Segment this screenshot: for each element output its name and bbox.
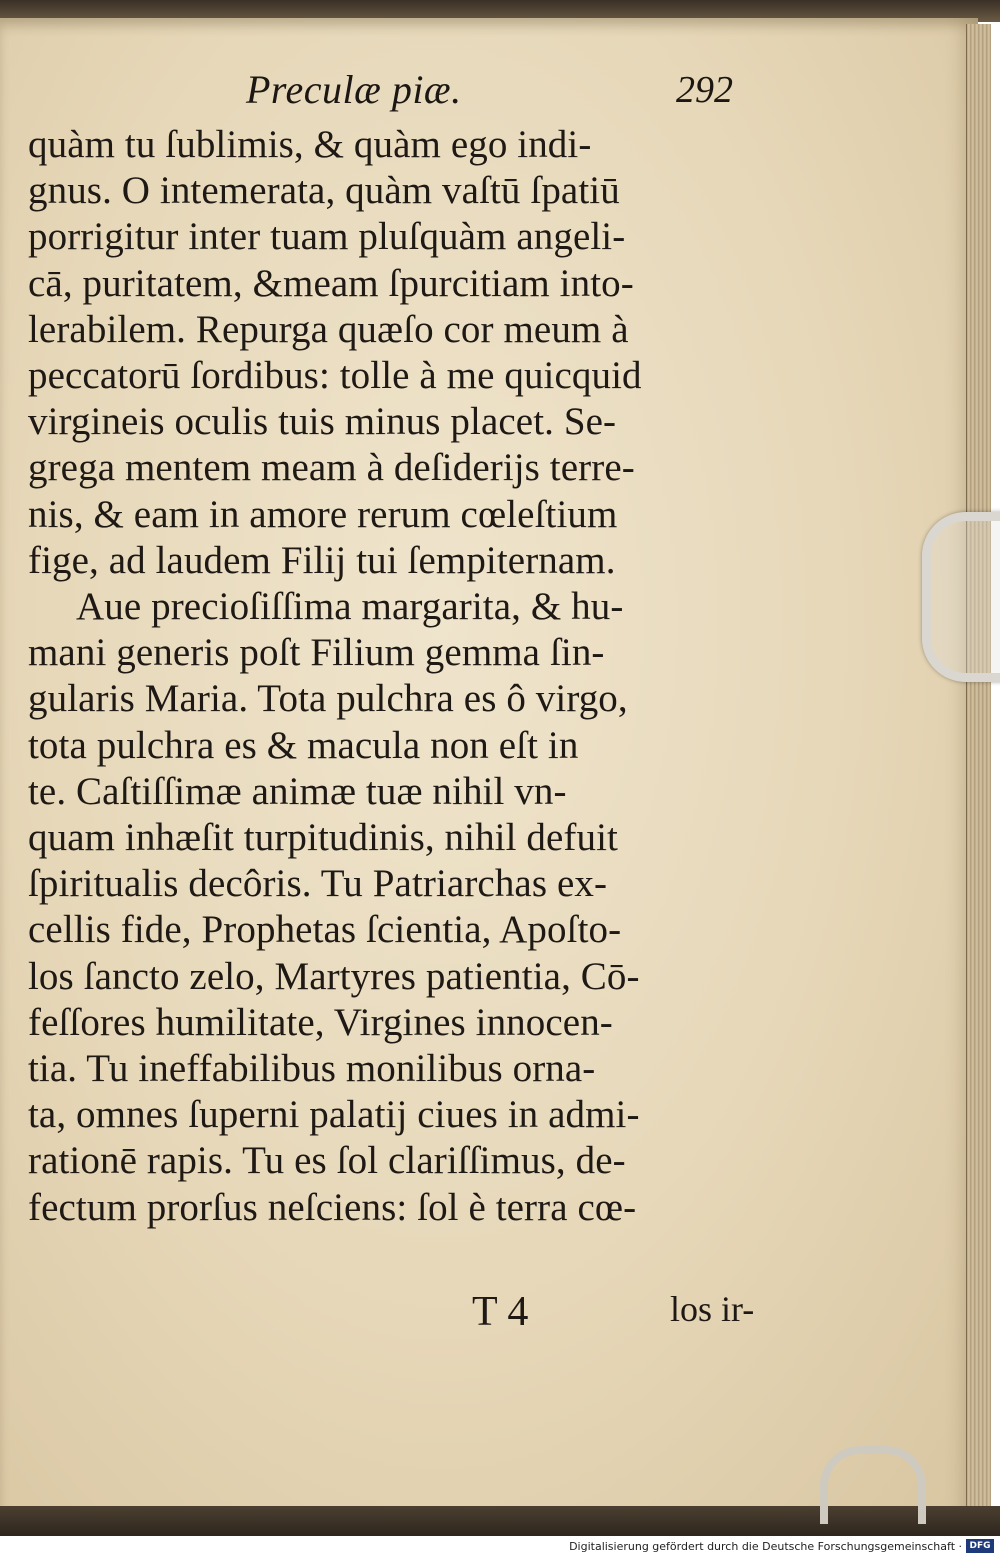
text-line-paragraph-start: Aue precioſiſſima margarita, & hu- bbox=[76, 585, 624, 629]
text-line: tota pulchra es & macula non eſt in bbox=[28, 723, 579, 767]
text-line: porrigitur inter tuam pluſquàm angeli- bbox=[28, 215, 626, 259]
clasp-right bbox=[922, 512, 1000, 682]
text-line: quàm tu ſublimis, & quàm ego indi- bbox=[28, 123, 592, 166]
text-line: cellis fide, Prophetas ſcientia, Apoſto- bbox=[28, 908, 622, 952]
running-header-title: Preculæ piæ. bbox=[246, 67, 462, 112]
catchword: los ir- bbox=[670, 1289, 755, 1329]
funding-credit: Digitalisierung gefördert durch die Deutsche Forschungsgemeinschaft · bbox=[569, 1540, 962, 1553]
text-line: fectum prorſus neſciens: ſol è terra cœ- bbox=[28, 1185, 637, 1229]
text-line: grega mentem meam à deſiderijs terre- bbox=[28, 446, 635, 490]
text-line: peccatorū ſordibus: tolle à me quicquid bbox=[28, 354, 642, 398]
page-stack-edge bbox=[966, 24, 991, 1524]
page-number: 292 bbox=[676, 69, 733, 111]
text-line: quam inhæſit turpitudinis, nihil defuit bbox=[28, 816, 618, 860]
text-line: ſpiritualis decôris. Tu Patriarchas ex- bbox=[28, 862, 608, 906]
text-line: rationē rapis. Tu es ſol clariſſimus, de- bbox=[28, 1139, 626, 1183]
text-line: cā, puritatem, &meam ſpurcitiam into- bbox=[28, 261, 634, 305]
text-line: lerabilem. Repurga quæſo cor meum à bbox=[28, 307, 629, 351]
body-text bbox=[28, 122, 768, 1231]
text-line: mani generis poſt Filium gemma ſin- bbox=[28, 631, 605, 675]
text-line: fige, ad laudem Filij tui ſempiternam. bbox=[28, 538, 616, 582]
dfg-logo: DFG bbox=[966, 1539, 994, 1553]
text-line: gularis Maria. Tota pulchra es ô virgo, bbox=[28, 677, 628, 721]
text-line: virgineis oculis tuis minus placet. Se- bbox=[28, 400, 617, 444]
text-line: tia. Tu ineffabilibus monilibus orna- bbox=[28, 1047, 596, 1091]
text-line: gnus. O intemerata, quàm vaſtū ſpatiū bbox=[28, 169, 620, 213]
text-line: los ſancto zelo, Martyres patientia, Cō- bbox=[28, 954, 640, 998]
text-line: feſſores humilitate, Virgines innocen- bbox=[28, 1000, 613, 1044]
text-line: nis, & eam in amore rerum cœleſtium bbox=[28, 492, 618, 536]
clasp-bottom bbox=[820, 1446, 926, 1524]
signature-mark: T 4 bbox=[472, 1289, 529, 1335]
text-line: ta, omnes ſuperni palatij ciues in admi- bbox=[28, 1093, 640, 1137]
text-line: te. Caſtiſſimæ animæ tuæ nihil vn- bbox=[28, 769, 567, 813]
